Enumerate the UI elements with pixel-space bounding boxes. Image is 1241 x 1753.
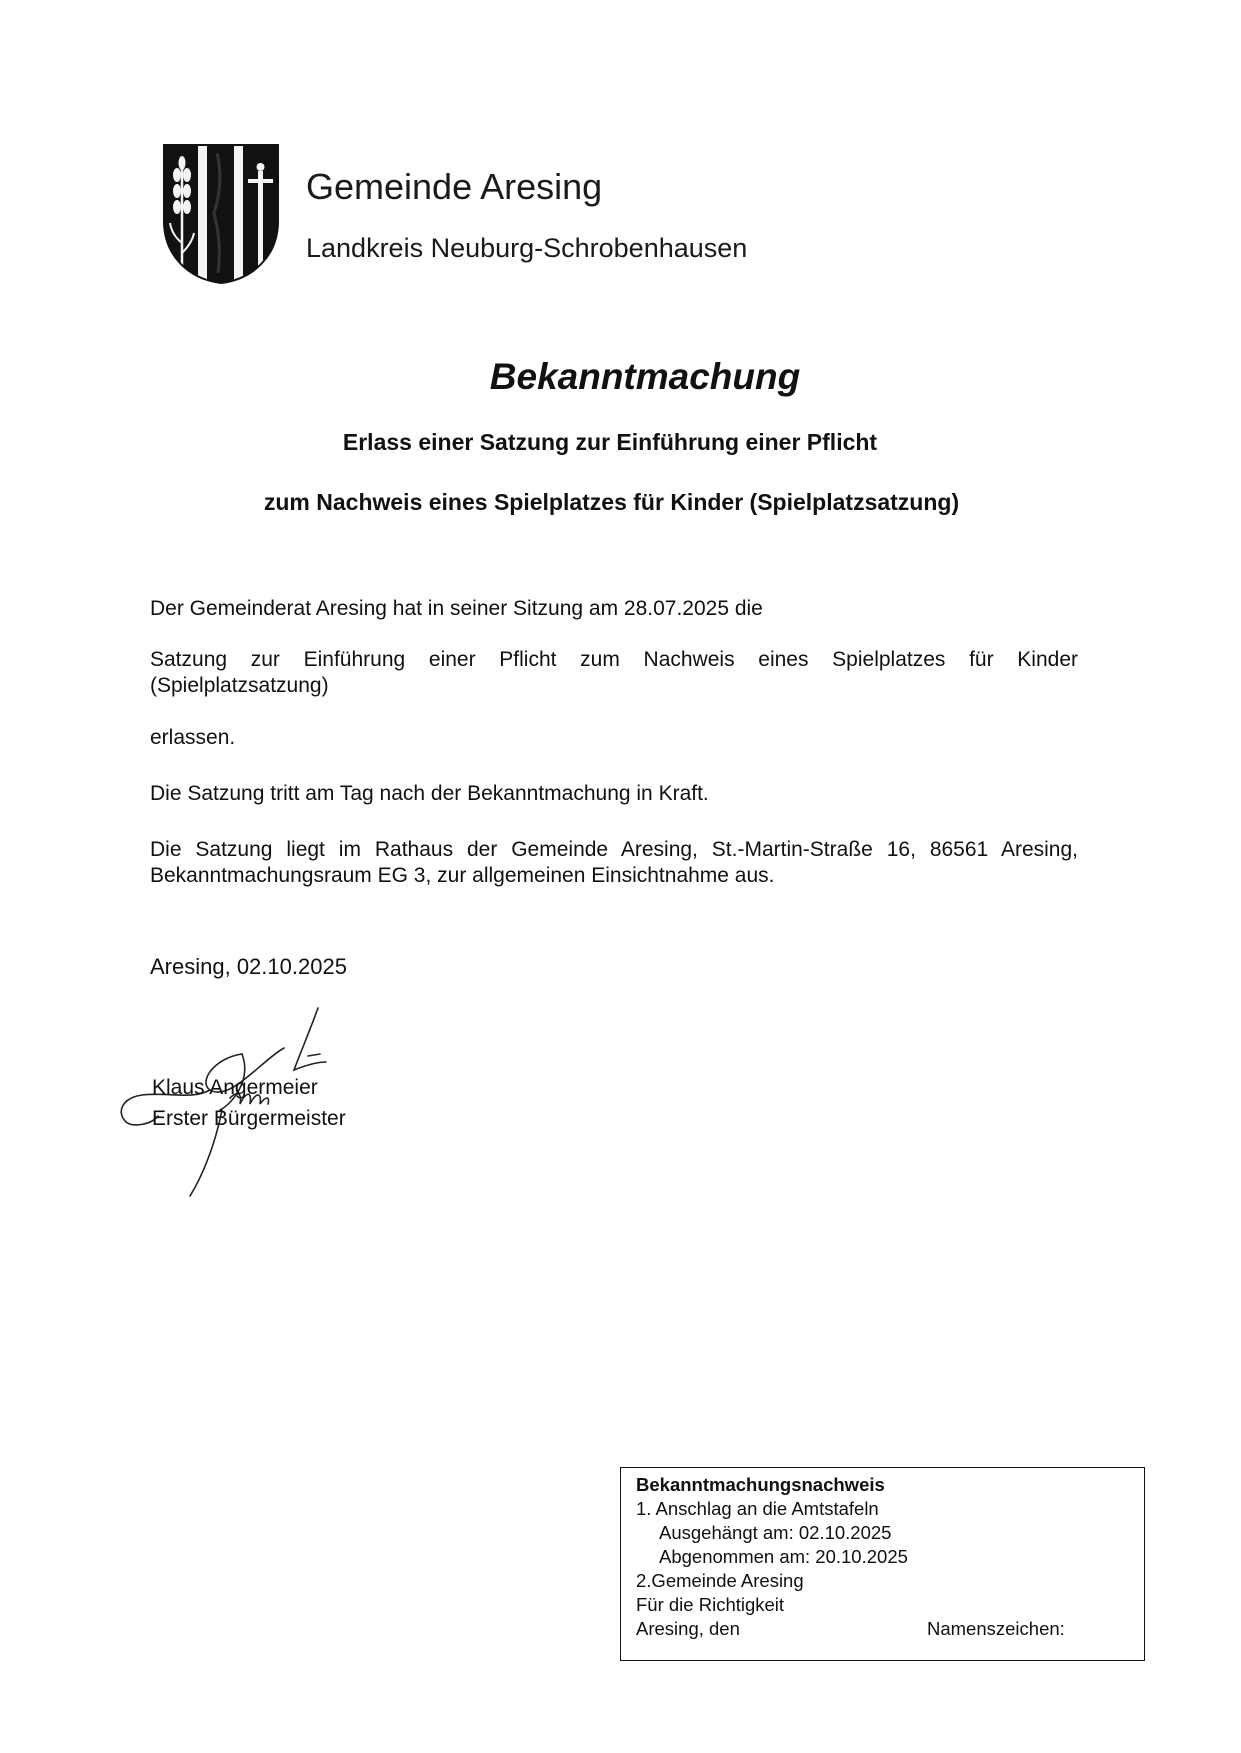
subtitle-line-2: zum Nachweis eines Spielplatzes für Kinder (Spielplatzsatzung) xyxy=(263,489,960,515)
proof-item-notice-boards: 1. Anschlag an die Amtstafeln xyxy=(636,1498,879,1519)
body-paragraph-meeting: Der Gemeinderat Aresing hat in seiner Sitzung am 28.07.2025 die xyxy=(150,597,763,620)
document-title: Bekanntmachung xyxy=(489,356,801,397)
handwritten-signature xyxy=(112,1000,372,1200)
place-date: Aresing, 02.10.2025 xyxy=(150,954,347,979)
proof-removed-date: Abgenommen am: 20.10.2025 xyxy=(659,1546,908,1567)
body-paragraph-inspection-line-1: Die Satzung liegt im Rathaus der Gemeinde Aresing, St.-Martin-Straße 16, 86561 Aresing, xyxy=(150,838,1078,861)
proof-place-date: Aresing, den xyxy=(636,1618,740,1639)
org-district: Landkreis Neuburg-Schrobenhausen xyxy=(306,233,748,263)
body-paragraph-statute-line-2: (Spielplatzsatzung) xyxy=(150,674,329,697)
body-paragraph-enacted: erlassen. xyxy=(150,726,236,749)
proof-initials-label: Namenszeichen: xyxy=(927,1618,1065,1639)
org-name: Gemeinde Aresing xyxy=(306,166,603,207)
proof-title: Bekanntmachungsnachweis xyxy=(636,1474,885,1495)
proof-certification: Für die Richtigkeit xyxy=(636,1594,785,1615)
publication-proof-box xyxy=(620,1467,1145,1661)
body-paragraph-inspection-line-2: Bekanntmachungsraum EG 3, zur allgemeinen Einsichtnahme aus. xyxy=(150,864,775,887)
proof-item-municipality: 2.Gemeinde Aresing xyxy=(636,1570,804,1591)
body-paragraph-effective: Die Satzung tritt am Tag nach der Bekanntmachung in Kraft. xyxy=(150,782,709,805)
proof-posted-date: Ausgehängt am: 02.10.2025 xyxy=(659,1522,892,1543)
subtitle-line-1: Erlass einer Satzung zur Einführung einer Pflicht xyxy=(342,429,878,455)
body-paragraph-statute-line-1: Satzung zur Einführung einer Pflicht zum Nachweis eines Spielplatzes für Kinder xyxy=(150,648,1078,671)
signer-name: Klaus Angermeier xyxy=(152,1076,318,1099)
municipal-coat-of-arms-icon xyxy=(162,143,280,285)
signer-role: Erster Bürgermeister xyxy=(152,1107,346,1130)
